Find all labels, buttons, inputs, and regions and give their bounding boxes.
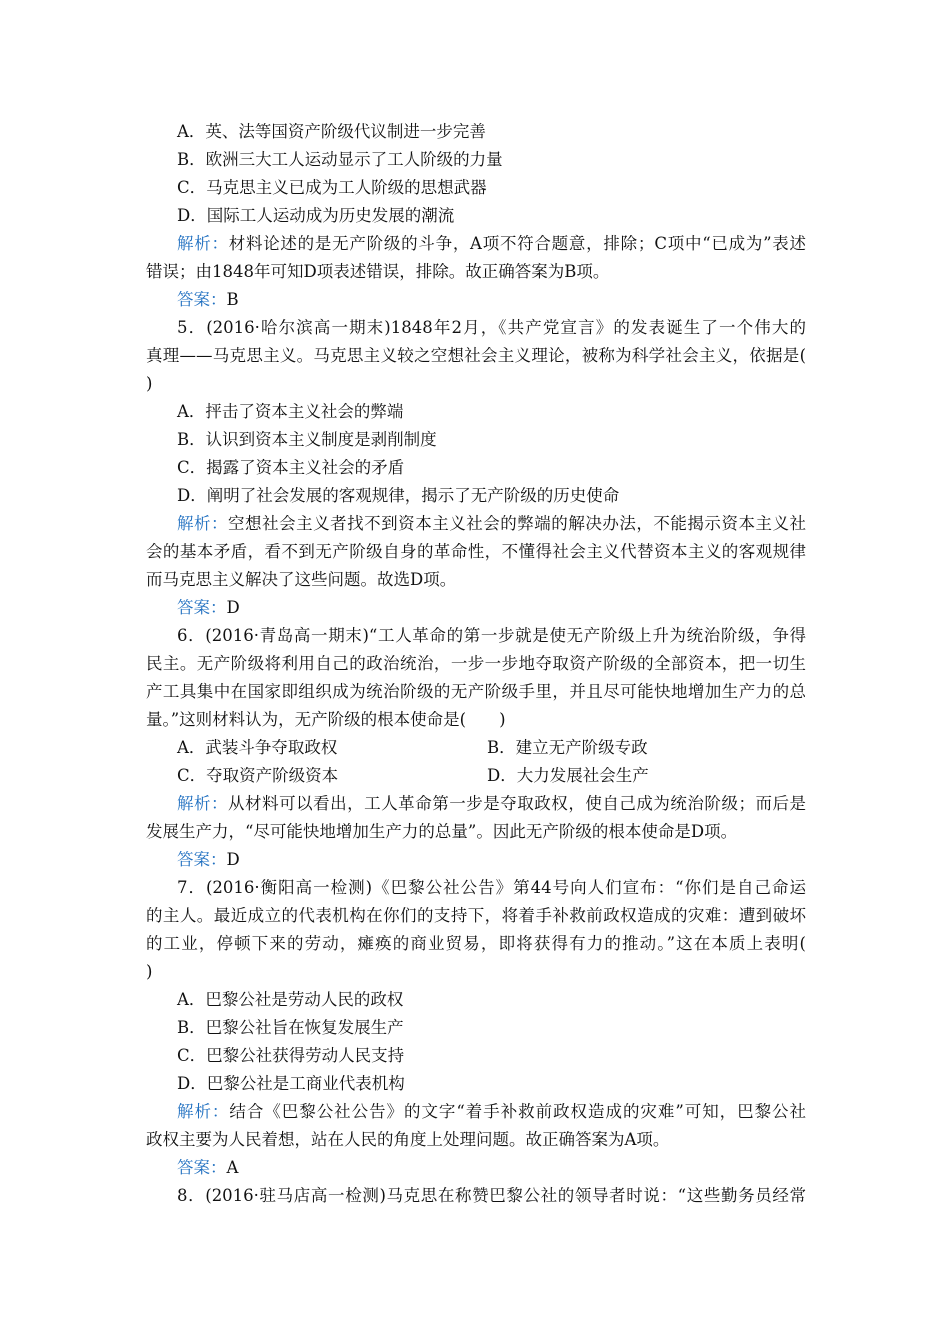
q5-answer (177, 594, 240, 622)
q5-stem-line-1: 5．(2016·哈尔滨高一期末)1848年2月，《共产党宣言》的发表诞生了一个伟大的 (177, 318, 806, 337)
answer-value: D (226, 598, 240, 617)
q4-option-a: A．英、法等国资产阶级代议制进一步完善 (177, 122, 486, 141)
answer-value: B (226, 290, 239, 309)
analysis-label: 解析： (177, 234, 229, 253)
q5-option-d: D．阐明了社会发展的客观规律，揭示了无产阶级的历史使命 (177, 486, 620, 505)
q7-answer (177, 1154, 238, 1182)
q6-answer (177, 846, 240, 874)
answer-label: 答案： (177, 598, 227, 617)
q5-stem-line-3: ) (146, 374, 153, 393)
answer-label: 答案： (177, 850, 227, 869)
q6-option-b: B．建立无产阶级专政 (487, 738, 648, 757)
q5-analysis-line-1: 解析：空想社会主义者找不到资本主义社会的弊端的解决办法，不能揭示资本主义社 (177, 514, 807, 533)
q6-option-a: A．武装斗争夺取政权 (177, 738, 338, 757)
q7-option-b: B．巴黎公社旨在恢复发展生产 (177, 1018, 404, 1037)
q6-stem-line-2: 民主。无产阶级将利用自己的政治统治，一步一步地夺取资产阶级的全部资本，把一切生 (146, 654, 806, 673)
q5-stem-line-2: 真理——马克思主义。马克思主义较之空想社会主义理论，被称为科学社会主义，依据是( (146, 346, 806, 365)
q4-analysis-line-1: 解析：材料论述的是无产阶级的斗争，A项不符合题意，排除；C项中“已成为”表述 (177, 234, 806, 253)
q5-option-a: A．抨击了资本主义社会的弊端 (177, 402, 404, 421)
analysis-label: 解析： (177, 514, 229, 533)
q7-stem-line-1: 7．(2016·衡阳高一检测)《巴黎公社公告》第44号向人们宣布：“你们是自己命运 (177, 878, 806, 897)
q6-analysis-line-2: 发展生产力，“尽可能快地增加生产力的总量”。因此无产阶级的根本使命是D项。 (146, 822, 738, 841)
q4-option-b: B．欧洲三大工人运动显示了工人阶级的力量 (177, 150, 503, 169)
q6-option-d: D．大力发展社会生产 (487, 766, 649, 785)
q6-stem-line-1: 6．(2016·青岛高一期末)“工人革命的第一步就是使无产阶级上升为统治阶级，争得 (177, 626, 806, 645)
q5-analysis-line-2: 会的基本矛盾，看不到无产阶级自身的革命性，不懂得社会主义代替资本主义的客观规律 (146, 542, 806, 561)
q6-analysis-line-1: 解析：从材料可以看出，工人革命第一步是夺取政权，使自己成为统治阶级；而后是 (177, 794, 807, 813)
q5-option-b: B．认识到资本主义制度是剥削制度 (177, 430, 437, 449)
answer-label: 答案： (177, 290, 227, 309)
q7-analysis-line-2: 政权主要为人民着想，站在人民的角度上处理问题。故正确答案为A项。 (146, 1130, 670, 1149)
analysis-label: 解析： (177, 794, 229, 813)
answer-label: 答案： (177, 1158, 227, 1177)
q4-option-c: C．马克思主义已成为工人阶级的思想武器 (177, 178, 487, 197)
q7-stem-line-3: 的工业，停顿下来的劳动，瘫痪的商业贸易，即将获得有力的推动。”这在本质上表明( (146, 934, 806, 953)
q6-stem-line-4: 量。”这则材料认为，无产阶级的根本使命是( ) (146, 710, 506, 729)
q8-stem-line-1: 8．(2016·驻马店高一检测)马克思在称赞巴黎公社的领导者时说：“这些勤务员经常 (177, 1186, 806, 1205)
analysis-label: 解析： (177, 1102, 230, 1121)
q4-analysis-line-2: 错误；由1848年可知D项表述错误，排除。故正确答案为B项。 (146, 262, 610, 281)
q7-stem-line-2: 的主人。最近成立的代表机构在你们的支持下，将着手补救前政权造成的灾难：遭到破坏 (146, 906, 806, 925)
q7-analysis-line-1: 解析：结合《巴黎公社公告》的文字“着手补救前政权造成的灾难”可知，巴黎公社 (177, 1102, 807, 1121)
q6-option-c: C．夺取资产阶级资本 (177, 766, 339, 785)
q7-option-d: D．巴黎公社是工商业代表机构 (177, 1074, 405, 1093)
q7-option-c: C．巴黎公社获得劳动人民支持 (177, 1046, 405, 1065)
q4-option-d: D．国际工人运动成为历史发展的潮流 (177, 206, 455, 225)
q7-option-a: A．巴黎公社是劳动人民的政权 (177, 990, 404, 1009)
answer-value: A (226, 1158, 239, 1177)
q5-option-c: C．揭露了资本主义社会的矛盾 (177, 458, 405, 477)
q4-answer (177, 286, 239, 314)
q5-analysis-line-3: 而马克思主义解决了这些问题。故选D项。 (146, 570, 457, 589)
q6-stem-line-3: 产工具集中在国家即组织成为统治阶级的无产阶级手里，并且尽可能快地增加生产力的总 (146, 682, 806, 701)
q7-stem-line-4: ) (146, 962, 153, 981)
answer-value: D (226, 850, 240, 869)
q6-option-row-1 (177, 734, 337, 762)
